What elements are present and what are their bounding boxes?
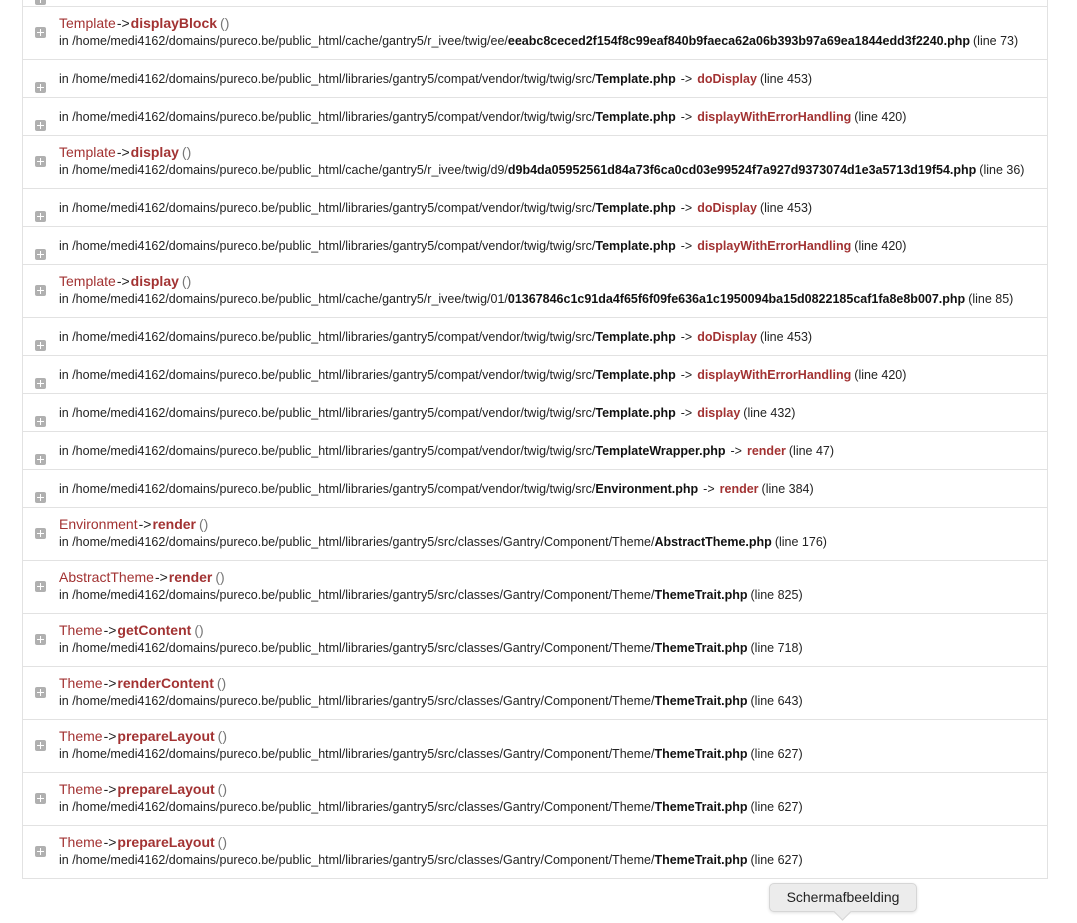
trace-row[interactable] <box>23 720 1047 773</box>
arrow-operator: -> <box>138 516 152 532</box>
frame-location <box>59 692 1027 710</box>
expand-icon[interactable] <box>35 249 46 260</box>
expand-icon[interactable] <box>35 378 46 389</box>
expand-icon[interactable] <box>35 156 46 167</box>
line-number: (line 73) <box>973 34 1019 48</box>
expand-icon[interactable] <box>35 27 46 38</box>
trace-row[interactable] <box>23 470 1047 508</box>
frame-class: Theme <box>59 622 103 638</box>
frame-parens: () <box>217 781 227 797</box>
location-prefix: in <box>59 482 73 496</box>
frame-function <box>59 833 1027 851</box>
expand-icon[interactable] <box>35 285 46 296</box>
stack-trace <box>22 0 1048 879</box>
trace-row[interactable] <box>23 0 1047 7</box>
file-name: ThemeTrait.php <box>654 641 748 655</box>
trace-row[interactable] <box>23 508 1047 561</box>
call-arrow: -> <box>680 201 693 215</box>
called-method: displayWithErrorHandling <box>697 110 852 124</box>
frame-function <box>59 515 1027 533</box>
trace-row[interactable] <box>23 561 1047 614</box>
frame-class: Environment <box>59 516 138 532</box>
file-path: /home/medi4162/domains/pureco.be/public_html/libraries/gantry5/compat/vendor/twig/twig/src/ <box>72 110 596 124</box>
frame-location <box>59 290 1027 308</box>
line-number: (line 420) <box>854 368 907 382</box>
file-name: 01367846c1c91da4f65f6f09fe636a1c1950094ba15d0822185caf1fa8e8b007.php <box>507 292 966 306</box>
frame-function <box>59 727 1027 745</box>
frame-function <box>59 568 1027 586</box>
file-name: ThemeTrait.php <box>654 747 748 761</box>
frame-location <box>59 533 1027 551</box>
file-name: ThemeTrait.php <box>654 588 748 602</box>
file-path: /home/medi4162/domains/pureco.be/public_html/libraries/gantry5/compat/vendor/twig/twig/src/ <box>72 201 596 215</box>
location-prefix: in <box>59 368 73 382</box>
screenshot-tooltip <box>769 883 917 912</box>
file-name: Template.php <box>595 239 676 253</box>
expand-icon[interactable] <box>35 82 46 93</box>
file-name: Template.php <box>595 330 676 344</box>
frame-location <box>59 328 1027 346</box>
location-prefix: in <box>59 588 73 602</box>
expand-icon[interactable] <box>35 846 46 857</box>
expand-icon[interactable] <box>35 492 46 503</box>
file-name: eeabc8ceced2f154f8c99eaf840b9faeca62a06b393b97a69ea1844edd3f2240.php <box>507 34 971 48</box>
location-prefix: in <box>59 444 73 458</box>
location-prefix: in <box>59 694 73 708</box>
called-method: displayWithErrorHandling <box>697 368 852 382</box>
called-method: render <box>719 482 759 496</box>
file-name: ThemeTrait.php <box>654 853 748 867</box>
file-path: /home/medi4162/domains/pureco.be/public_html/libraries/gantry5/compat/vendor/twig/twig/src/ <box>72 72 596 86</box>
file-name: Template.php <box>595 110 676 124</box>
frame-method: prepareLayout <box>117 834 215 850</box>
trace-row[interactable] <box>23 394 1047 432</box>
expand-icon[interactable] <box>35 454 46 465</box>
frame-method: prepareLayout <box>117 728 215 744</box>
trace-row[interactable] <box>23 136 1047 189</box>
line-number: (line 432) <box>743 406 796 420</box>
expand-icon[interactable] <box>35 0 46 5</box>
frame-location <box>59 851 1027 869</box>
frame-location <box>59 442 1027 460</box>
file-path: /home/medi4162/domains/pureco.be/public_html/libraries/gantry5/compat/vendor/twig/twig/src/ <box>72 330 596 344</box>
frame-location <box>59 237 1027 255</box>
frame-class: Theme <box>59 834 103 850</box>
frame-function <box>59 143 1027 161</box>
arrow-operator: -> <box>103 834 117 850</box>
location-prefix: in <box>59 72 73 86</box>
expand-icon[interactable] <box>35 634 46 645</box>
frame-function <box>59 272 1027 290</box>
frame-parens: () <box>217 728 227 744</box>
called-method: doDisplay <box>697 201 757 215</box>
trace-row[interactable] <box>23 227 1047 265</box>
file-path: /home/medi4162/domains/pureco.be/public_html/libraries/gantry5/compat/vendor/twig/twig/src/ <box>72 406 596 420</box>
frame-class: Theme <box>59 675 103 691</box>
line-number: (line 627) <box>750 800 803 814</box>
location-prefix: in <box>59 800 73 814</box>
frame-method: prepareLayout <box>117 781 215 797</box>
frame-parens: () <box>216 675 227 691</box>
arrow-operator: -> <box>116 15 130 31</box>
line-number: (line 718) <box>750 641 803 655</box>
arrow-operator: -> <box>116 144 130 160</box>
file-path: /home/medi4162/domains/pureco.be/public_html/libraries/gantry5/src/classes/Gantry/Component/Theme/ <box>72 641 655 655</box>
frame-location <box>59 366 1027 384</box>
frame-location <box>59 480 1027 498</box>
trace-row[interactable] <box>23 98 1047 136</box>
frame-method: display <box>130 273 179 289</box>
frame-class: Template <box>59 144 116 160</box>
arrow-operator: -> <box>154 569 168 585</box>
called-method: display <box>697 406 741 420</box>
line-number: (line 825) <box>750 588 803 602</box>
file-path: /home/medi4162/domains/pureco.be/public_html/libraries/gantry5/src/classes/Gantry/Component/Theme/ <box>72 535 655 549</box>
line-number: (line 453) <box>759 72 813 86</box>
frame-method: render <box>168 569 213 585</box>
trace-row[interactable] <box>23 318 1047 356</box>
frame-parens: () <box>194 622 204 638</box>
file-path: /home/medi4162/domains/pureco.be/public_html/cache/gantry5/r_ivee/twig/01/ <box>72 292 508 306</box>
frame-location <box>59 199 1027 217</box>
called-method: doDisplay <box>697 330 757 344</box>
call-arrow: -> <box>680 72 693 86</box>
expand-icon[interactable] <box>35 687 46 698</box>
frame-location <box>59 108 1027 126</box>
arrow-operator: -> <box>103 728 117 744</box>
tooltip-label: Schermafbeelding <box>786 889 900 905</box>
called-method: render <box>746 444 786 458</box>
call-arrow: -> <box>703 482 715 496</box>
frame-parens: () <box>181 144 192 160</box>
call-arrow: -> <box>680 110 693 124</box>
call-arrow: -> <box>680 406 693 420</box>
trace-row[interactable] <box>23 432 1047 470</box>
frame-location <box>59 639 1027 657</box>
frame-function <box>59 621 1027 639</box>
frame-parens: () <box>215 569 225 585</box>
frame-parens: () <box>199 516 209 532</box>
file-path: /home/medi4162/domains/pureco.be/public_html/cache/gantry5/r_ivee/twig/ee/ <box>72 34 508 48</box>
file-path: /home/medi4162/domains/pureco.be/public_html/libraries/gantry5/compat/vendor/twig/twig/src/ <box>72 239 596 253</box>
arrow-operator: -> <box>103 781 117 797</box>
file-name: Template.php <box>595 201 676 215</box>
location-prefix: in <box>59 110 73 124</box>
trace-row[interactable] <box>23 773 1047 826</box>
line-number: (line 643) <box>750 694 803 708</box>
expand-icon[interactable] <box>35 528 46 539</box>
file-path: /home/medi4162/domains/pureco.be/public_html/libraries/gantry5/compat/vendor/twig/twig/src/ <box>72 482 596 496</box>
location-prefix: in <box>59 641 73 655</box>
file-path: /home/medi4162/domains/pureco.be/public_html/libraries/gantry5/src/classes/Gantry/Component/Theme/ <box>72 800 655 814</box>
file-name: Template.php <box>595 406 676 420</box>
frame-location <box>59 745 1027 763</box>
arrow-operator: -> <box>103 675 117 691</box>
line-number: (line 453) <box>759 330 813 344</box>
expand-icon[interactable] <box>35 120 46 131</box>
location-prefix: in <box>59 330 73 344</box>
frame-function <box>59 780 1027 798</box>
location-prefix: in <box>59 747 73 761</box>
call-arrow: -> <box>680 330 693 344</box>
line-number: (line 85) <box>968 292 1014 306</box>
trace-row[interactable] <box>23 189 1047 227</box>
frame-location <box>59 798 1027 816</box>
expand-icon[interactable] <box>35 416 46 427</box>
line-number: (line 627) <box>750 853 803 867</box>
file-path: /home/medi4162/domains/pureco.be/public_html/libraries/gantry5/compat/vendor/twig/twig/src/ <box>72 444 596 458</box>
frame-location <box>59 70 1027 88</box>
frame-location <box>59 161 1027 179</box>
frame-class: Template <box>59 15 116 31</box>
trace-row[interactable] <box>23 667 1047 720</box>
frame-class: Template <box>59 273 116 289</box>
line-number: (line 176) <box>774 535 827 549</box>
frame-parens: () <box>217 834 227 850</box>
frame-class: AbstractTheme <box>59 569 154 585</box>
call-arrow: -> <box>680 239 693 253</box>
location-prefix: in <box>59 201 73 215</box>
file-name: TemplateWrapper.php <box>595 444 726 458</box>
file-name: Template.php <box>595 72 676 86</box>
frame-class: Theme <box>59 781 103 797</box>
frame-parens: () <box>181 273 192 289</box>
trace-row[interactable] <box>23 614 1047 667</box>
file-name: Environment.php <box>595 482 699 496</box>
file-path: /home/medi4162/domains/pureco.be/public_html/libraries/gantry5/src/classes/Gantry/Component/Theme/ <box>72 694 655 708</box>
file-path: /home/medi4162/domains/pureco.be/public_html/libraries/gantry5/src/classes/Gantry/Component/Theme/ <box>72 853 655 867</box>
line-number: (line 627) <box>750 747 803 761</box>
frame-method: display <box>130 144 179 160</box>
file-name: ThemeTrait.php <box>654 800 748 814</box>
file-path: /home/medi4162/domains/pureco.be/public_html/libraries/gantry5/src/classes/Gantry/Component/Theme/ <box>72 747 655 761</box>
location-prefix: in <box>59 853 73 867</box>
file-name: AbstractTheme.php <box>654 535 772 549</box>
frame-function <box>59 14 1027 32</box>
location-prefix: in <box>59 535 73 549</box>
location-prefix: in <box>59 163 73 177</box>
trace-row[interactable] <box>23 356 1047 394</box>
file-path: /home/medi4162/domains/pureco.be/public_html/libraries/gantry5/compat/vendor/twig/twig/src/ <box>72 368 596 382</box>
file-path: /home/medi4162/domains/pureco.be/public_html/libraries/gantry5/src/classes/Gantry/Component/Theme/ <box>72 588 655 602</box>
line-number: (line 47) <box>788 444 835 458</box>
call-arrow: -> <box>680 368 693 382</box>
file-path: /home/medi4162/domains/pureco.be/public_html/cache/gantry5/r_ivee/twig/d9/ <box>72 163 508 177</box>
arrow-operator: -> <box>103 622 117 638</box>
expand-icon[interactable] <box>35 793 46 804</box>
file-name: d9b4da05952561d84a73f6ca0cd03e99524f7a927d9373074d1e3a5713d19f54.php <box>507 163 977 177</box>
location-prefix: in <box>59 406 73 420</box>
trace-row[interactable] <box>23 265 1047 318</box>
frame-method: getContent <box>117 622 192 638</box>
arrow-operator: -> <box>116 273 130 289</box>
frame-method: renderContent <box>117 675 214 691</box>
expand-icon[interactable] <box>35 740 46 751</box>
trace-row[interactable] <box>23 7 1047 60</box>
frame-class: Theme <box>59 728 103 744</box>
line-number: (line 453) <box>759 201 813 215</box>
call-arrow: -> <box>730 444 742 458</box>
expand-icon[interactable] <box>35 211 46 222</box>
expand-icon[interactable] <box>35 581 46 592</box>
location-prefix: in <box>59 239 73 253</box>
location-prefix: in <box>59 34 73 48</box>
called-method: displayWithErrorHandling <box>697 239 852 253</box>
frame-function <box>59 674 1027 692</box>
frame-method: displayBlock <box>130 15 218 31</box>
line-number: (line 384) <box>761 482 814 496</box>
location-prefix: in <box>59 292 73 306</box>
line-number: (line 36) <box>979 163 1025 177</box>
frame-location <box>59 32 1027 50</box>
trace-row[interactable] <box>23 826 1047 879</box>
frame-parens: () <box>220 15 230 31</box>
frame-location <box>59 404 1027 422</box>
file-name: Template.php <box>595 368 676 382</box>
file-name: ThemeTrait.php <box>654 694 748 708</box>
line-number: (line 420) <box>854 110 907 124</box>
trace-row[interactable] <box>23 60 1047 98</box>
line-number: (line 420) <box>854 239 907 253</box>
expand-icon[interactable] <box>35 340 46 351</box>
called-method: doDisplay <box>697 72 757 86</box>
frame-method: render <box>152 516 197 532</box>
frame-location <box>59 586 1027 604</box>
